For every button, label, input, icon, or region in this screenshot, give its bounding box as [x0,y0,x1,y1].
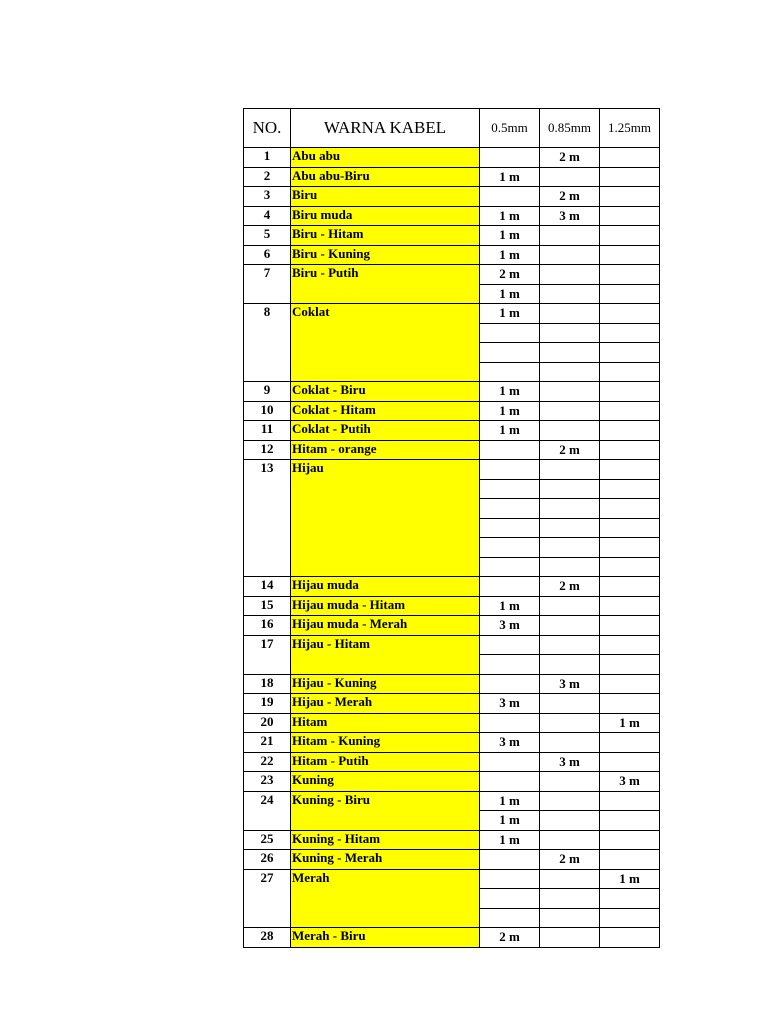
size-0-85mm-cell [540,382,600,402]
size-0-85mm-cell [540,323,600,343]
table-row [244,928,660,948]
size-1-25mm-cell [600,304,660,324]
size-0-85mm-cell [540,167,600,187]
size-0-85mm-cell [540,655,600,675]
size-0-85mm-cell [540,616,600,636]
size-0-85mm-cell [540,460,600,480]
size-0-5mm-cell [480,538,540,558]
size-0-85mm-cell [540,889,600,909]
row-number-cell: 12 [244,440,291,460]
size-1-25mm-cell [600,908,660,928]
size-0-5mm-cell: 1 m [480,382,540,402]
size-0-85mm-cell [540,869,600,889]
size-1-25mm-cell [600,616,660,636]
cable-color-cell: Merah - Biru [291,928,480,948]
table-row [244,304,660,324]
cable-color-cell: Hitam - orange [291,440,480,460]
table-row [244,440,660,460]
table-row [244,850,660,870]
table-row [244,577,660,597]
size-0-5mm-cell [480,323,540,343]
table-row [244,830,660,850]
size-0-85mm-cell: 2 m [540,440,600,460]
cable-color-cell: Coklat - Biru [291,382,480,402]
size-1-25mm-cell [600,499,660,519]
table-row [244,245,660,265]
row-number-cell: 11 [244,421,291,441]
table-row [244,772,660,792]
size-0-5mm-cell [480,889,540,909]
size-0-85mm-cell [540,265,600,285]
size-0-85mm-cell [540,362,600,382]
header-1-25mm: 1.25mm [600,109,660,148]
table-row [244,674,660,694]
size-0-5mm-cell [480,460,540,480]
size-1-25mm-cell [600,245,660,265]
size-0-5mm-cell: 3 m [480,694,540,714]
size-1-25mm-cell [600,596,660,616]
cable-color-cell: Hitam [291,713,480,733]
row-number-cell: 24 [244,791,291,830]
size-0-5mm-cell: 1 m [480,304,540,324]
size-1-25mm-cell [600,167,660,187]
row-number-cell: 18 [244,674,291,694]
size-1-25mm-cell [600,187,660,207]
size-0-85mm-cell [540,635,600,655]
size-0-5mm-cell: 1 m [480,284,540,304]
size-1-25mm-cell [600,518,660,538]
size-0-5mm-cell: 1 m [480,206,540,226]
size-0-5mm-cell [480,674,540,694]
size-0-5mm-cell: 1 m [480,791,540,811]
size-0-5mm-cell [480,850,540,870]
size-0-5mm-cell [480,752,540,772]
size-1-25mm-cell [600,752,660,772]
size-0-5mm-cell: 2 m [480,928,540,948]
size-0-5mm-cell [480,440,540,460]
table-row [244,460,660,480]
header-warna-kabel: WARNA KABEL [291,109,480,148]
size-0-85mm-cell [540,245,600,265]
size-1-25mm-cell [600,830,660,850]
size-0-5mm-cell: 1 m [480,811,540,831]
table-row [244,869,660,889]
table-row [244,148,660,168]
size-0-5mm-cell: 1 m [480,596,540,616]
size-0-5mm-cell [480,148,540,168]
table-row [244,635,660,655]
row-number-cell: 27 [244,869,291,928]
size-1-25mm-cell [600,226,660,246]
size-0-85mm-cell [540,421,600,441]
size-1-25mm-cell [600,265,660,285]
size-0-85mm-cell [540,226,600,246]
size-1-25mm-cell [600,850,660,870]
row-number-cell: 26 [244,850,291,870]
table-body [244,148,660,948]
size-1-25mm-cell [600,206,660,226]
table-row [244,713,660,733]
size-1-25mm-cell [600,791,660,811]
row-number-cell: 20 [244,713,291,733]
size-1-25mm-cell [600,382,660,402]
table-row [244,382,660,402]
size-0-85mm-cell [540,401,600,421]
row-number-cell: 1 [244,148,291,168]
size-0-5mm-cell [480,655,540,675]
row-number-cell: 25 [244,830,291,850]
size-0-5mm-cell [480,479,540,499]
size-0-85mm-cell [540,284,600,304]
size-1-25mm-cell [600,811,660,831]
table-row [244,596,660,616]
row-number-cell: 5 [244,226,291,246]
row-number-cell: 14 [244,577,291,597]
cable-color-cell: Hijau - Kuning [291,674,480,694]
size-0-5mm-cell: 3 m [480,616,540,636]
cable-color-cell: Kuning - Merah [291,850,480,870]
cable-color-cell: Biru - Kuning [291,245,480,265]
size-1-25mm-cell [600,343,660,363]
size-1-25mm-cell [600,577,660,597]
size-1-25mm-cell [600,694,660,714]
size-0-5mm-cell [480,187,540,207]
size-1-25mm-cell [600,440,660,460]
table-row [244,752,660,772]
cable-color-cell: Hijau [291,460,480,577]
size-0-85mm-cell [540,557,600,577]
table-row [244,265,660,285]
row-number-cell: 22 [244,752,291,772]
size-0-85mm-cell: 2 m [540,577,600,597]
size-1-25mm-cell [600,148,660,168]
header-0-5mm: 0.5mm [480,109,540,148]
size-0-85mm-cell [540,928,600,948]
cable-color-cell: Hijau muda - Hitam [291,596,480,616]
size-0-85mm-cell: 2 m [540,187,600,207]
size-0-85mm-cell [540,811,600,831]
cable-color-cell: Biru muda [291,206,480,226]
size-0-85mm-cell [540,908,600,928]
size-0-85mm-cell: 2 m [540,850,600,870]
table-row [244,421,660,441]
row-number-cell: 4 [244,206,291,226]
size-0-85mm-cell [540,830,600,850]
cable-color-cell: Hijau - Merah [291,694,480,714]
size-0-85mm-cell: 3 m [540,752,600,772]
size-1-25mm-cell [600,323,660,343]
size-1-25mm-cell [600,557,660,577]
row-number-cell: 13 [244,460,291,577]
row-number-cell: 28 [244,928,291,948]
size-0-5mm-cell: 3 m [480,733,540,753]
size-0-85mm-cell: 3 m [540,206,600,226]
table-row [244,187,660,207]
size-1-25mm-cell [600,460,660,480]
size-1-25mm-cell [600,889,660,909]
size-0-85mm-cell: 2 m [540,148,600,168]
size-0-5mm-cell [480,362,540,382]
cable-color-cell: Coklat - Hitam [291,401,480,421]
cable-color-cell: Kuning [291,772,480,792]
size-1-25mm-cell: 1 m [600,713,660,733]
size-0-85mm-cell [540,772,600,792]
size-0-5mm-cell: 1 m [480,421,540,441]
size-0-85mm-cell [540,713,600,733]
size-1-25mm-cell [600,284,660,304]
size-0-5mm-cell [480,869,540,889]
size-0-85mm-cell [540,518,600,538]
cable-color-cell: Hijau muda [291,577,480,597]
header-0-85mm: 0.85mm [540,109,600,148]
size-0-5mm-cell [480,343,540,363]
size-0-5mm-cell [480,518,540,538]
size-0-5mm-cell [480,577,540,597]
row-number-cell: 19 [244,694,291,714]
row-number-cell: 8 [244,304,291,382]
cable-color-table [243,108,660,948]
size-0-5mm-cell: 2 m [480,265,540,285]
size-0-85mm-cell [540,304,600,324]
cable-color-cell: Coklat - Putih [291,421,480,441]
cable-color-cell: Abu abu [291,148,480,168]
size-1-25mm-cell [600,733,660,753]
table-row [244,167,660,187]
row-number-cell: 17 [244,635,291,674]
size-0-5mm-cell [480,557,540,577]
size-0-5mm-cell [480,635,540,655]
size-0-5mm-cell [480,908,540,928]
size-0-85mm-cell [540,694,600,714]
size-0-5mm-cell: 1 m [480,830,540,850]
size-0-5mm-cell: 1 m [480,401,540,421]
table-row [244,616,660,636]
size-0-85mm-cell [540,733,600,753]
size-0-5mm-cell [480,713,540,733]
size-1-25mm-cell [600,538,660,558]
row-number-cell: 2 [244,167,291,187]
size-0-5mm-cell [480,772,540,792]
row-number-cell: 21 [244,733,291,753]
row-number-cell: 16 [244,616,291,636]
size-0-85mm-cell [540,499,600,519]
cable-color-cell: Merah [291,869,480,928]
size-1-25mm-cell [600,674,660,694]
size-0-85mm-cell [540,538,600,558]
size-1-25mm-cell: 1 m [600,869,660,889]
row-number-cell: 9 [244,382,291,402]
size-1-25mm-cell [600,635,660,655]
cable-color-cell: Coklat [291,304,480,382]
cable-color-cell: Biru - Putih [291,265,480,304]
cable-color-cell: Hitam - Kuning [291,733,480,753]
size-1-25mm-cell [600,401,660,421]
cable-color-cell: Abu abu-Biru [291,167,480,187]
row-number-cell: 6 [244,245,291,265]
table-row [244,226,660,246]
header-no: NO. [244,109,291,148]
size-1-25mm-cell [600,928,660,948]
row-number-cell: 23 [244,772,291,792]
cable-color-cell: Kuning - Biru [291,791,480,830]
row-number-cell: 15 [244,596,291,616]
table-row [244,694,660,714]
table-row [244,206,660,226]
size-0-5mm-cell [480,499,540,519]
size-0-5mm-cell: 1 m [480,167,540,187]
size-0-5mm-cell: 1 m [480,226,540,246]
size-0-85mm-cell [540,343,600,363]
cable-color-cell: Biru - Hitam [291,226,480,246]
size-1-25mm-cell [600,421,660,441]
row-number-cell: 7 [244,265,291,304]
size-1-25mm-cell [600,655,660,675]
row-number-cell: 3 [244,187,291,207]
cable-color-cell: Biru [291,187,480,207]
cable-color-cell: Hijau muda - Merah [291,616,480,636]
cable-color-cell: Hitam - Putih [291,752,480,772]
table-row [244,791,660,811]
header-row [244,109,660,148]
size-0-85mm-cell: 3 m [540,674,600,694]
cable-color-cell: Kuning - Hitam [291,830,480,850]
cable-color-cell: Hijau - Hitam [291,635,480,674]
size-0-85mm-cell [540,479,600,499]
size-0-85mm-cell [540,596,600,616]
size-1-25mm-cell [600,479,660,499]
size-0-5mm-cell: 1 m [480,245,540,265]
table-row [244,401,660,421]
size-0-85mm-cell [540,791,600,811]
size-1-25mm-cell [600,362,660,382]
row-number-cell: 10 [244,401,291,421]
size-1-25mm-cell: 3 m [600,772,660,792]
table-row [244,733,660,753]
